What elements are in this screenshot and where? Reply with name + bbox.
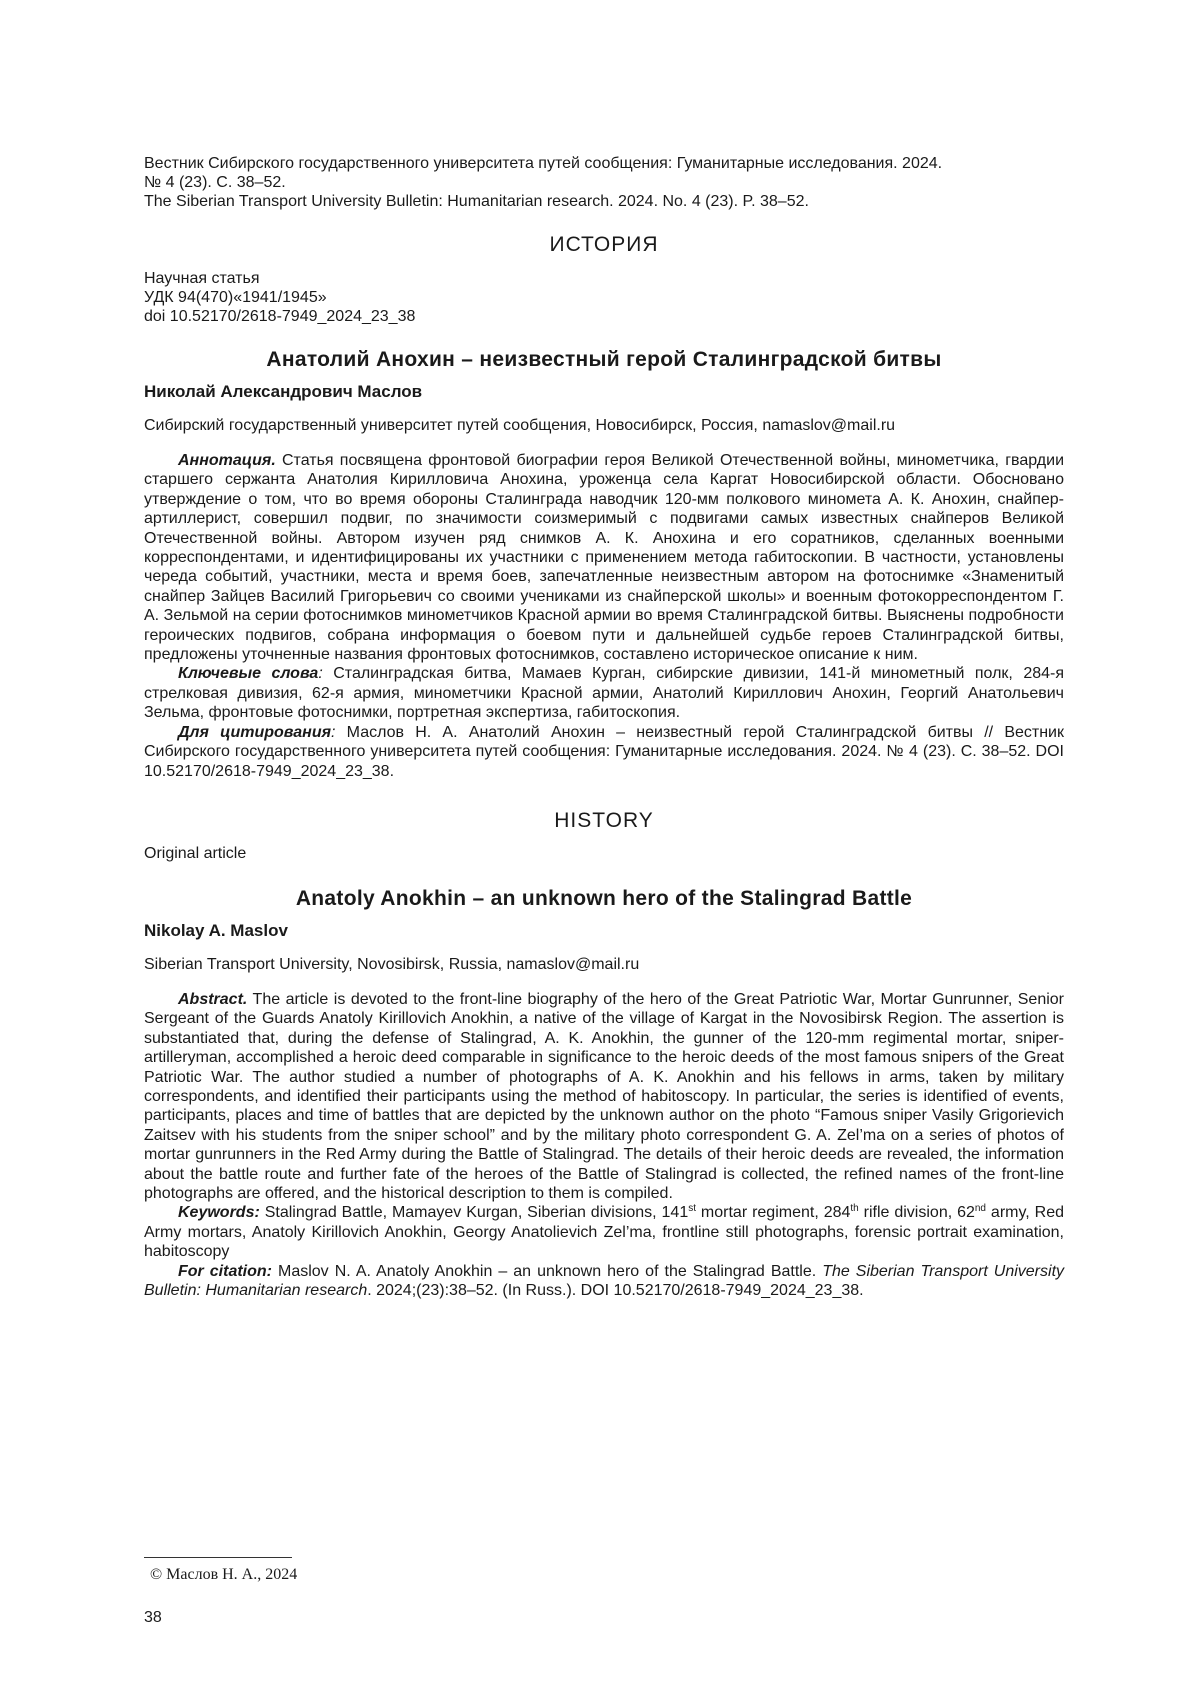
keywords-text-en-1: Stalingrad Battle, Mamayev Kurgan, Siberian divisions, 141 [259,1204,689,1222]
article-page [144,154,1064,1300]
citation-text-ru: Маслов Н. А. Анатолий Анохин – неизвестный герой Сталинградской битвы // Вестник Сибирского государственного университета путей сообщения: Гуманитарные исследования. 2024. № 4 (23). С. 38–52. DOI 10.52170/2618-7949_2024_23_38. [144,723,1064,780]
keywords-en [144,1203,1064,1261]
abstract-ru [144,451,1064,664]
author-ru: Николай Александрович Маслов [144,382,423,401]
page-number: 38 [144,1609,162,1626]
section-title-ru: ИСТОРИЯ [549,233,659,256]
citation-text-en-1: Maslov N. A. Anatoly Anokhin – an unknown hero of the Stalingrad Battle. [272,1262,823,1280]
keywords-label-ru: Ключевые слова [178,665,319,683]
abstract-text-ru: Статья посвящена фронтовой биографии героя Великой Отечественной войны, минометчика, гвардии старшего сержанта Анатолия Кирилловича Анохина, уроженца села Каргат Новосибирской области. Обосновано утверждение о том, что во время обороны Сталинграда наводчик 120-мм полкового миномета А. К. Анохин, снайпер-артиллерист, совершил подвиг, по значимости соизмеримый с подвигами самых известных снайперов Великой Отечественной войны. Автором изучен ряд снимков А. К. Анохина и его соратников, сделанных военными корреспондентами, и идентифицированы их участники с применением метода габитоскопии. В частности, установлены череда событий, участники, места и время боев, запечатленные неизвестным автором на фотоснимке «Знаменитый снайпер Зайцев Василий Григорьевич со своими учениками из снайперской школы» и военным фотокорреспондентом Г. А. Зельмой на серии фотоснимков минометчиков Красной армии во время Сталинградской битвы. Выяснены подробности героических подвигов, собрана информация о боевом пути и дальнейшей судьбе героев Сталинградской битвы, предложены уточненные названия фронтовых фотоснимков, составлено историческое описание к ним. [144,452,1064,664]
citation-text-en-2: . 2024;(23):38–52. (In Russ.). DOI 10.52170/2618-7949_2024_23_38. [367,1282,864,1299]
article-type-en: Original article [144,844,247,862]
article-meta-ru [144,269,1064,326]
keywords-label-en: Keywords: [178,1204,260,1222]
article-title-ru: Анатолий Анохин – неизвестный герой Сталинградской битвы [266,348,942,371]
abstract-label-ru: Аннотация. [178,452,276,469]
keywords-text-en-3: rifle division, 62 [858,1204,975,1222]
abstract-text-en: The article is devoted to the front-line biography of the hero of the Great Patriotic War, Mortar Gunrunner, Senior Sergeant of the Guards Anatoly Kirillovich Anokhin, a native of the village of Kargat in the Novosibirsk Region. The assertion is substantiated that, during the defense of Stalingrad, A. K. Anokhin, the gunner of the 120-mm regimental mortar, sniper-artilleryman, accomplished a heroic deed comparable in significance to the heroic deeds of the most famous snipers of the Great Patriotic War. The author studied a number of photographs of A. K. Anokhin and his fellows in arms, taken by military correspondents, and identified their participants using the method of habitoscopy. In particular, the series is identified of events, participants, places and time of battles that are depicted by the unknown author on the photo “Famous sniper Vasily Grigorievich Zaitsev with his students from the sniper school” and by the military photo correspondent G. A. Zel’ma on a series of photos of mortar gunrunners in the Red Army during the Battle of Stalingrad. The details of their heroic deeds are revealed, the information about the battle route and further fate of the heroes of the Battle of Stalingrad is collected, the refined names of the front-line photographs are offered, and the historical description to them is compiled. [144,990,1064,1202]
keywords-ru [144,664,1064,722]
citation-en [144,1262,1064,1301]
abstract-label-en: Abstract. [178,990,248,1008]
article-type-ru: Научная статья [144,270,260,287]
citation-label-en: For citation: [178,1262,272,1280]
citation-journal-en: The Siberian Transport University Bulletin: Humanitarian research [144,1262,1065,1299]
keywords-text-en-4: army, Red Army mortars, Anatoly Kirillovich Anokhin, Georgy Anatolievich Zel’ma, frontline still photographs, forensic portrait examination, habitoscopy [144,1204,1065,1261]
keywords-sup-3: nd [974,1203,986,1215]
journal-citation-en: The Siberian Transport University Bulletin: Humanitarian research. 2024. No. 4 (23). P. 38–52. [144,193,809,210]
keywords-colon-ru: : [318,665,323,683]
journal-citation-ru-2: № 4 (23). С. 38–52. [144,174,286,191]
author-en: Nikolay A. Maslov [144,920,288,940]
keywords-sup-1: st [688,1203,697,1215]
journal-header [144,154,1064,211]
section-title-en: HISTORY [554,808,654,832]
keywords-sup-2: th [850,1203,859,1215]
citation-label-ru: Для цитирования [178,723,332,741]
footnote-divider [144,1557,292,1558]
udk: УДК 94(470)«1941/1945» [144,289,327,306]
citation-colon-ru: : [331,723,336,741]
doi: doi 10.52170/2618-7949_2024_23_38 [144,308,416,325]
affiliation-en: Siberian Transport University, Novosibirsk, Russia, namaslov@mail.ru [144,955,640,973]
copyright-footnote: © Маслов Н. А., 2024 [150,1566,298,1583]
citation-ru [144,723,1064,781]
journal-citation-ru-1: Вестник Сибирского государственного университета путей сообщения: Гуманитарные исследования. 2024. [144,155,943,172]
keywords-text-ru: Сталинградская битва, Мамаев Курган, сибирские дивизии, 141-й минометный полк, 284-я стрелковая дивизия, 62-я армия, минометчики Красной армии, Анатолий Кириллович Анохин, Георгий Анатольевич Зельма, фронтовые фотоснимки, портретная экспертиза, габитоскопия. [144,665,1065,722]
keywords-text-en-2: mortar regiment, 284 [696,1204,851,1222]
affiliation-ru: Сибирский государственный университет путей сообщения, Новосибирск, Россия, namaslov@mail.ru [144,417,896,434]
abstract-en [144,990,1064,1203]
article-title-en: Anatoly Anokhin – an unknown hero of the Stalingrad Battle [295,886,913,910]
